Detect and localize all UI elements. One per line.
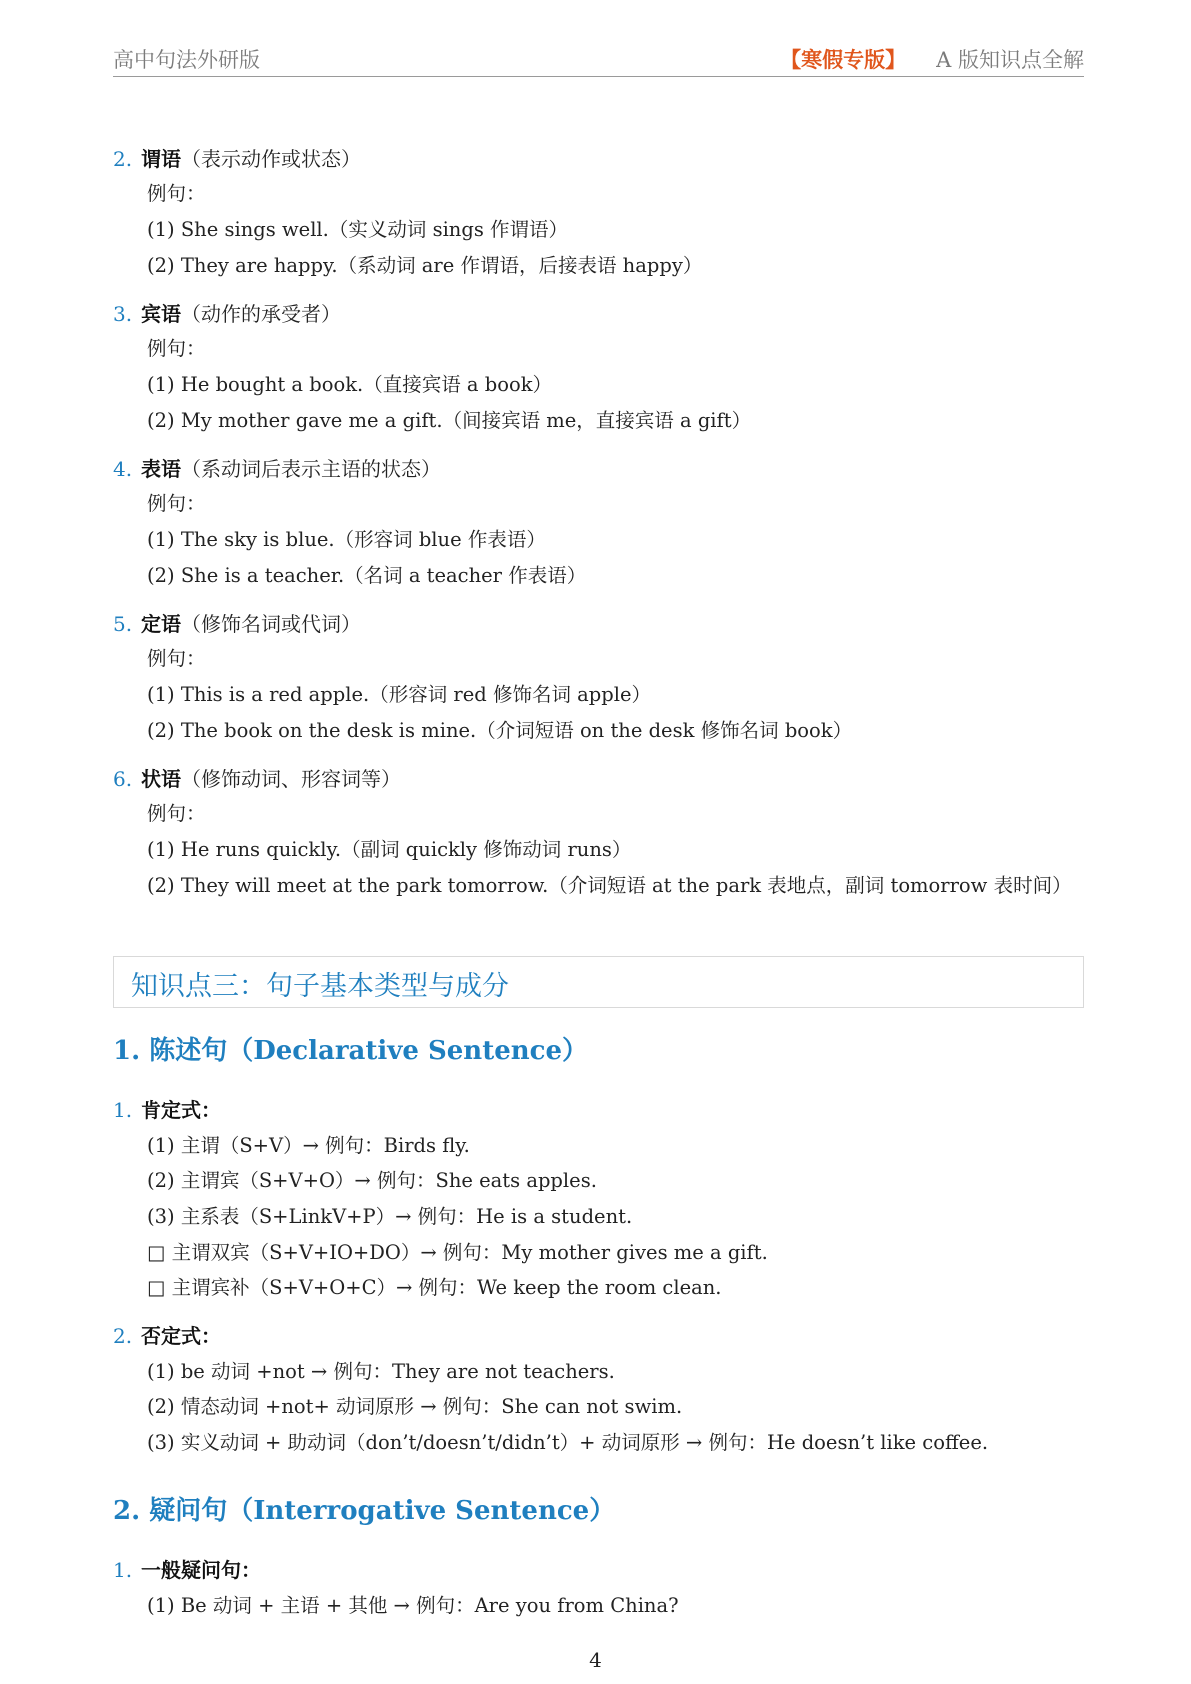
example-line: (1) He runs quickly.（副词 quickly 修饰动词 runs）	[147, 838, 632, 861]
header-title: 高中句法外研版	[113, 48, 260, 72]
example-line: (1) He bought a book.（直接宾语 a book）	[147, 373, 553, 396]
item-title	[113, 1556, 261, 1584]
item-term: 肯定式：	[141, 1098, 221, 1122]
item-desc: （动作的承受者）	[181, 302, 341, 326]
pattern-line: (1) be 动词 +not → 例句：They are not teachers.	[147, 1360, 615, 1383]
example-line: (2) She is a teacher.（名词 a teacher 作表语）	[147, 564, 587, 587]
item-term: 一般疑问句：	[141, 1558, 261, 1582]
example-line: (2) They will meet at the park tomorrow.（介词短语 at the park 表地点，副词 tomorrow 表时间）	[147, 874, 1072, 897]
item-number: 4.	[113, 457, 133, 481]
item-number: 3.	[113, 302, 133, 326]
item-number: 1.	[113, 1558, 133, 1582]
general-question	[113, 1556, 1084, 1626]
example-label: 例句：	[147, 337, 206, 360]
item-title	[113, 610, 361, 638]
pattern-line: (2) 主谓宾（S+V+O）→ 例句：She eats apples.	[147, 1169, 597, 1192]
item-predicate	[113, 145, 1084, 285]
item-term: 表语	[141, 457, 181, 481]
item-title	[113, 455, 441, 483]
page-header	[113, 44, 1084, 77]
item-title	[113, 765, 401, 793]
positive-form	[113, 1096, 1084, 1299]
heading-interrogative: 2. 疑问句（Interrogative Sentence）	[113, 1496, 616, 1526]
pattern-line: (1) Be 动词 + 主语 + 其他 → 例句：Are you from China?	[147, 1594, 679, 1617]
item-attributive	[113, 610, 1084, 750]
example-line: (1) This is a red apple.（形容词 red 修饰名词 apple）	[147, 683, 652, 706]
pattern-line: (3) 主系表（S+LinkV+P）→ 例句：He is a student.	[147, 1205, 633, 1228]
header-right	[780, 44, 1084, 74]
item-desc: （修饰动词、形容词等）	[181, 767, 401, 791]
example-label: 例句：	[147, 182, 206, 205]
page-number: 4	[589, 1648, 602, 1672]
header-tag: 【寒假专版】	[780, 47, 907, 72]
example-line: (2) My mother gave me a gift.（间接宾语 me，直接宾语 a gift）	[147, 409, 752, 432]
item-number: 5.	[113, 612, 133, 636]
item-term: 状语	[141, 767, 181, 791]
item-object	[113, 300, 1084, 440]
example-line: (1) She sings well.（实义动词 sings 作谓语）	[147, 218, 569, 241]
heading-declarative: 1. 陈述句（Declarative Sentence）	[113, 1036, 589, 1066]
item-term: 定语	[141, 612, 181, 636]
example-line: (2) They are happy.（系动词 are 作谓语，后接表语 happy）	[147, 254, 703, 277]
item-term: 宾语	[141, 302, 181, 326]
example-label: 例句：	[147, 492, 206, 515]
pattern-line: (1) 主谓（S+V）→ 例句：Birds fly.	[147, 1134, 470, 1157]
negative-form	[113, 1322, 1084, 1452]
section-title: 知识点三：句子基本类型与成分	[131, 971, 509, 1002]
item-number: 2.	[113, 1324, 133, 1348]
section-title-box	[113, 956, 1084, 1008]
item-title	[113, 145, 361, 173]
item-title	[113, 1322, 221, 1350]
item-desc: （表示动作或状态）	[181, 147, 361, 171]
item-adverbial	[113, 765, 1084, 905]
item-predicative	[113, 455, 1084, 595]
pattern-line: □ 主谓宾补（S+V+O+C）→ 例句：We keep the room clean.	[147, 1276, 722, 1299]
item-desc: （修饰名词或代词）	[181, 612, 361, 636]
item-title	[113, 1096, 221, 1124]
example-label: 例句：	[147, 802, 206, 825]
example-line: (1) The sky is blue.（形容词 blue 作表语）	[147, 528, 546, 551]
item-desc: （系动词后表示主语的状态）	[181, 457, 441, 481]
item-title	[113, 300, 341, 328]
pattern-line: (2) 情态动词 +not+ 动词原形 → 例句：She can not swim.	[147, 1395, 683, 1418]
item-number: 2.	[113, 147, 133, 171]
item-number: 1.	[113, 1098, 133, 1122]
item-term: 否定式：	[141, 1324, 221, 1348]
item-term: 谓语	[141, 147, 181, 171]
pattern-line: □ 主谓双宾（S+V+IO+DO）→ 例句：My mother gives me a gift.	[147, 1241, 768, 1264]
item-number: 6.	[113, 767, 133, 791]
example-label: 例句：	[147, 647, 206, 670]
example-line: (2) The book on the desk is mine.（介词短语 on the desk 修饰名词 book）	[147, 719, 853, 742]
pattern-line: (3) 实义动词 + 助动词（don’t/doesn’t/didn’t）+ 动词原形 → 例句：He doesn’t like coffee.	[147, 1431, 989, 1454]
header-subtitle: A 版知识点全解	[936, 48, 1084, 72]
